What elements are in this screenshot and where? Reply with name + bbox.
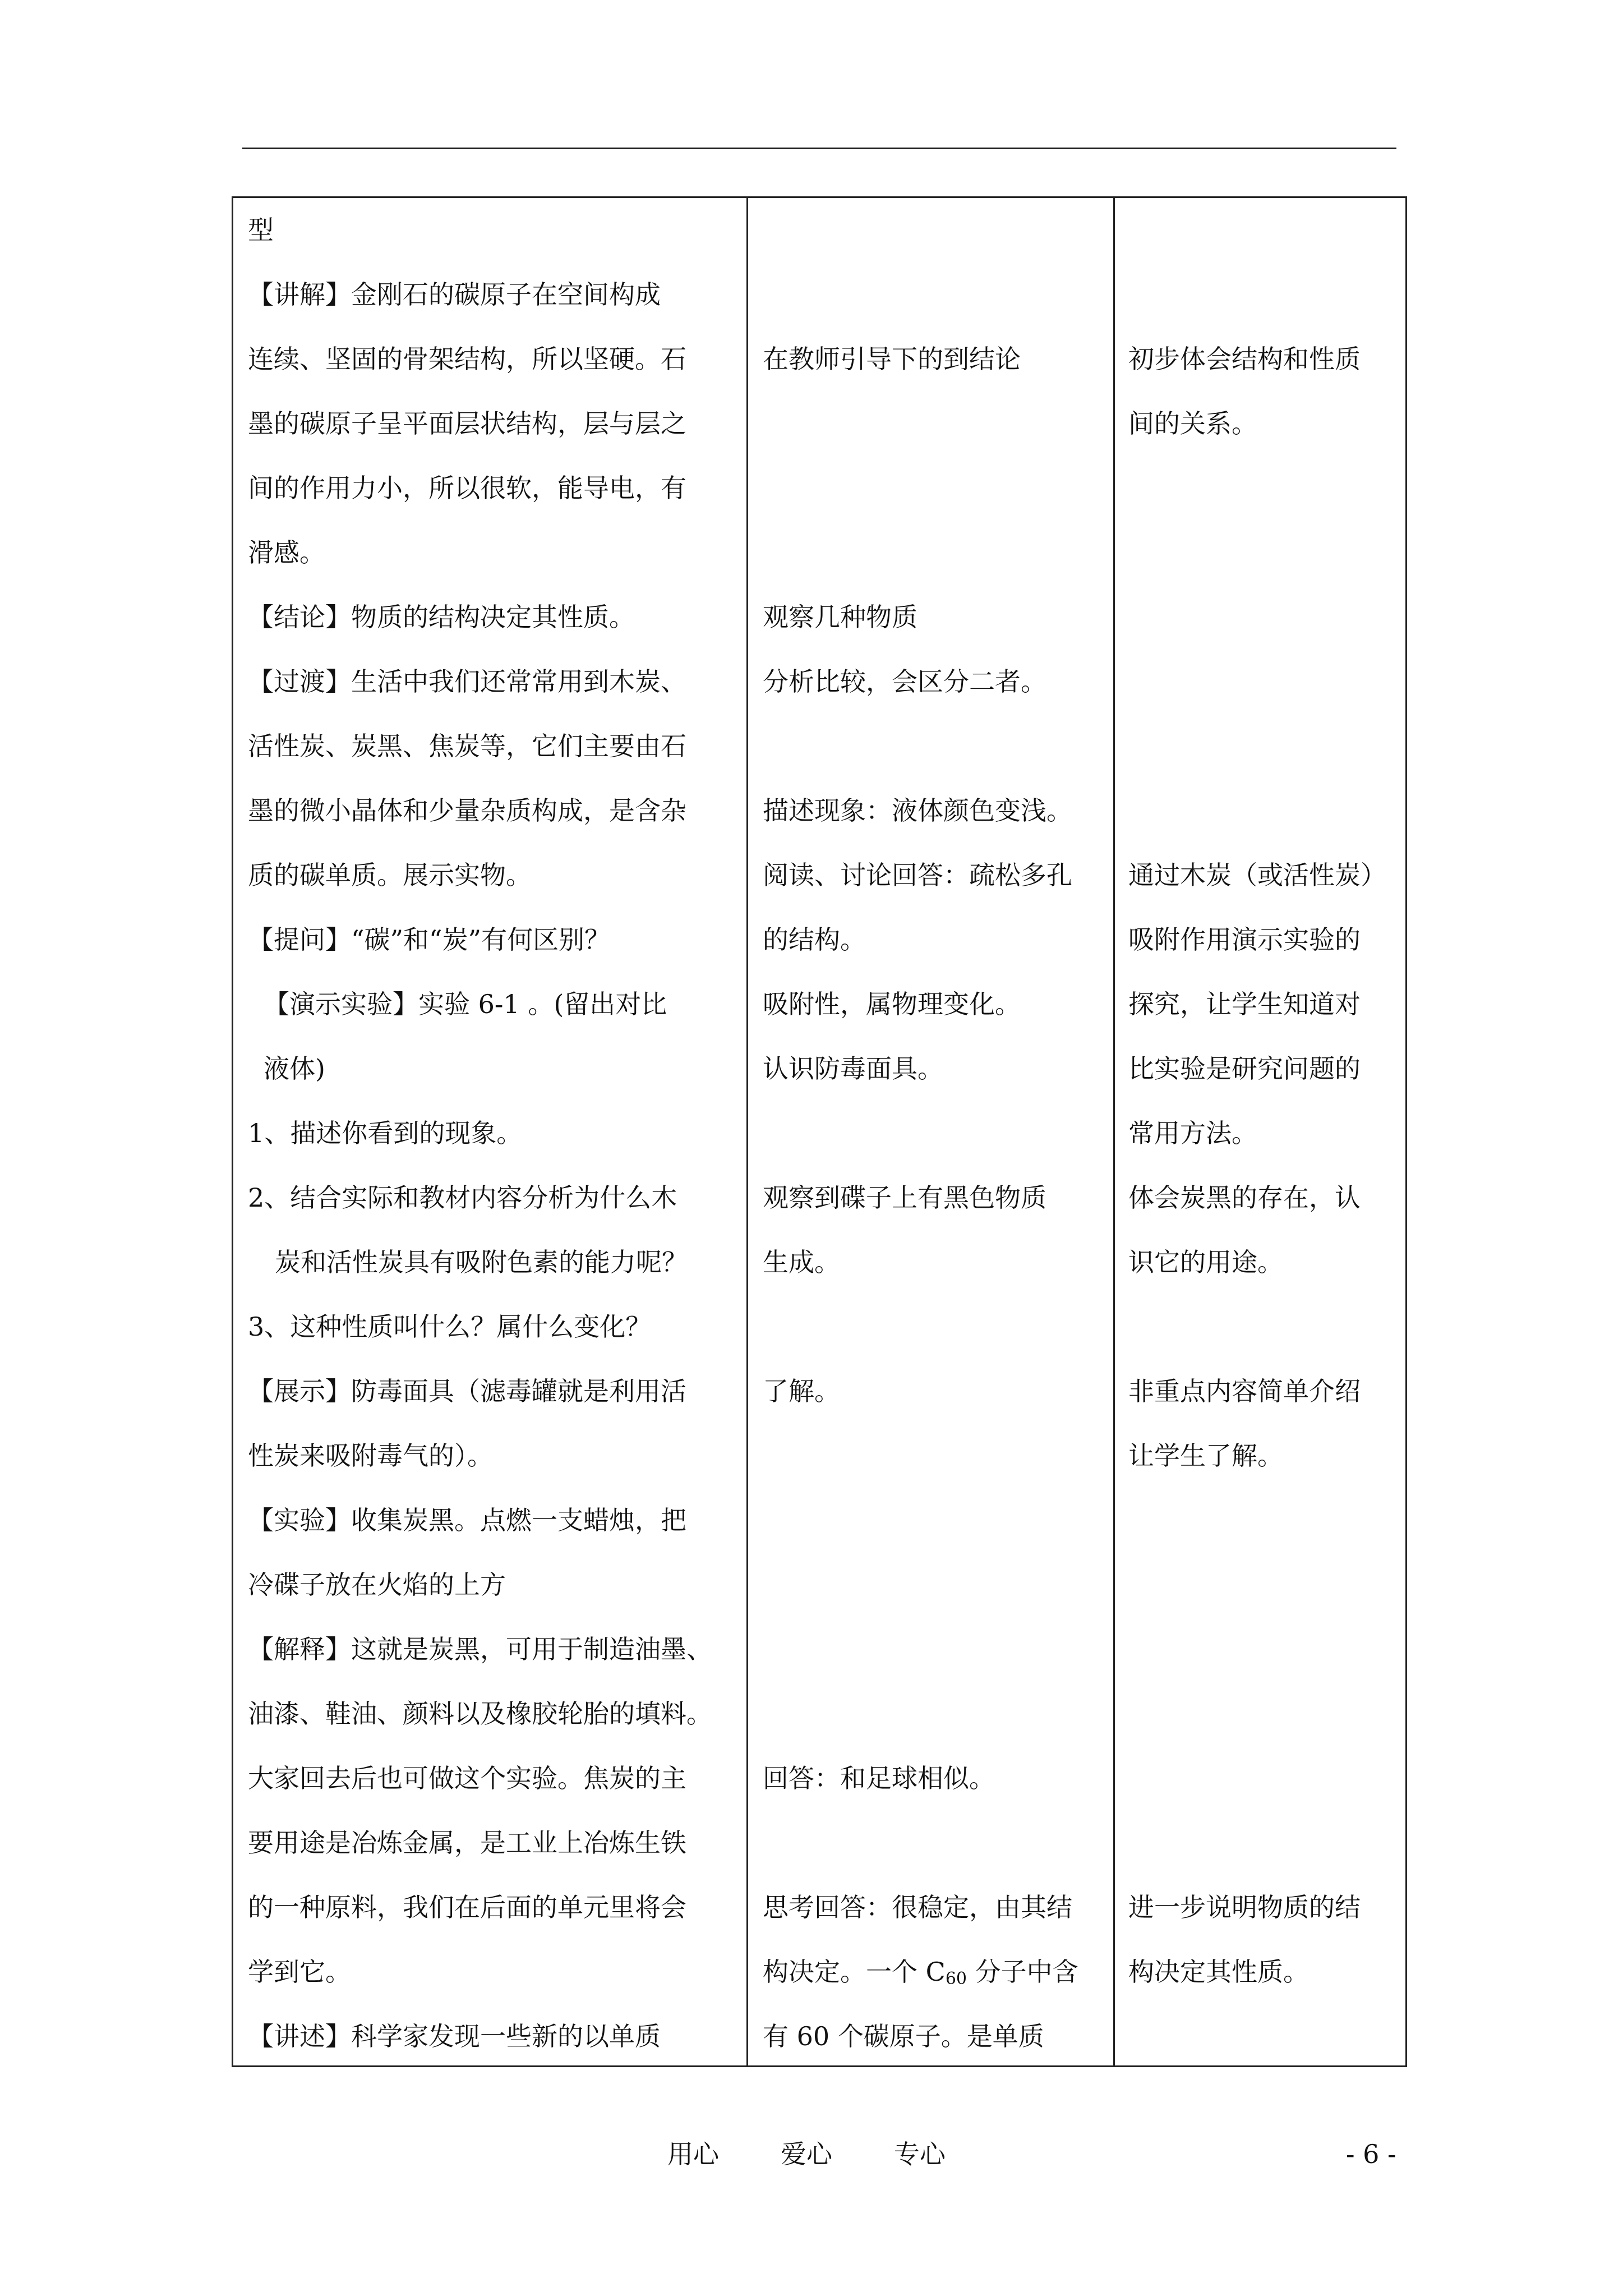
footer-motto-word: 专心: [894, 2139, 946, 2169]
column-divider: [746, 198, 748, 2065]
student-text-line: 在教师引导下的到结论: [763, 344, 1021, 374]
teacher-text-line: 大家回去后也可做这个实验。焦炭的主: [248, 1763, 686, 1793]
intent-text-line: 识它的用途。: [1128, 1247, 1283, 1277]
teacher-text-line: 学到它。: [248, 1957, 351, 1987]
student-text-line: 构决定。一个 $C_{60}$ 分子中含: [763, 1957, 1078, 1989]
student-text-line: 观察几种物质: [763, 602, 917, 632]
student-text-line: 回答：和足球相似。: [763, 1763, 995, 1793]
student-text-line: 认识防毒面具。: [763, 1053, 943, 1084]
teacher-text-line: 墨的碳原子呈平面层状结构，层与层之: [248, 408, 686, 439]
teacher-text-line: 要用途是冶炼金属，是工业上冶炼生铁: [248, 1828, 686, 1858]
teacher-text-line: 质的碳单质。展示实物。: [248, 860, 532, 890]
teacher-text-line: 滑感。: [248, 537, 325, 568]
teacher-text-line: 连续、坚固的骨架结构，所以坚硬。石: [248, 344, 686, 374]
teacher-text-line: 冷碟子放在火焰的上方: [248, 1570, 506, 1600]
footer-motto: [667, 2137, 946, 2171]
intent-text-line: 常用方法。: [1128, 1118, 1257, 1148]
teacher-text-line: 2、结合实际和教材内容分析为什么木: [248, 1182, 677, 1213]
subscript-60: 60: [945, 1969, 967, 1989]
intent-text-line: 构决定其性质。: [1128, 1957, 1309, 1987]
teacher-text-line: 活性炭、炭黑、焦炭等，它们主要由石: [248, 731, 686, 761]
intent-text-line: 非重点内容简单介绍: [1128, 1376, 1361, 1406]
teacher-text-line: 性炭来吸附毒气的）。: [248, 1441, 493, 1471]
intent-text-line: 比实验是研究问题的: [1128, 1053, 1361, 1084]
teacher-text-line: 【讲解】金刚石的碳原子在空间构成: [248, 279, 661, 310]
intent-text-line: 体会炭黑的存在，认: [1128, 1182, 1361, 1213]
teacher-text-line: 间的作用力小，所以很软，能导电，有: [248, 473, 686, 503]
teacher-text-line: 型: [248, 215, 274, 245]
teacher-text-line: 【实验】收集炭黑。点燃一支蜡烛，把: [248, 1505, 686, 1535]
teacher-text-line: 【解释】这就是炭黑，可用于制造油墨、: [248, 1634, 712, 1664]
intent-text-line: 进一步说明物质的结: [1128, 1892, 1361, 1922]
student-text-line: 阅读、讨论回答：疏松多孔: [763, 860, 1072, 890]
teacher-text-line: 炭和活性炭具有吸附色素的能力呢？: [275, 1247, 688, 1277]
intent-text-line: 间的关系。: [1128, 408, 1257, 439]
intent-text-line: 初步体会结构和性质: [1128, 344, 1361, 374]
student-text-line: 描述现象：液体颜色变浅。: [763, 795, 1072, 826]
student-text-line: 了解。: [763, 1376, 840, 1406]
teacher-text-line: 【展示】防毒面具（滤毒罐就是利用活: [248, 1376, 686, 1406]
student-text-line: 的结构。: [763, 924, 866, 955]
teacher-text-line: 油漆、鞋油、颜料以及橡胶轮胎的填料。: [248, 1699, 712, 1729]
column-divider: [1113, 198, 1115, 2065]
teacher-text-line: 【结论】物质的结构决定其性质。: [248, 602, 635, 632]
teacher-text-line: 【讲述】科学家发现一些新的以单质: [248, 2021, 661, 2051]
teacher-text-line: 【演示实验】实验 6-1 。(留出对比: [264, 989, 667, 1019]
student-text-line: 分析比较，会区分二者。: [763, 666, 1046, 697]
teacher-text-line: 【提问】“碳”和“炭”有何区别？: [248, 924, 611, 955]
teacher-text-line: 3、这种性质叫什么？属什么变化？: [248, 1312, 652, 1342]
student-text-line: 有 60 个碳原子。是单质: [763, 2021, 1044, 2051]
teacher-text-line: 的一种原料，我们在后面的单元里将会: [248, 1892, 686, 1922]
student-text-line: 思考回答：很稳定，由其结: [763, 1892, 1072, 1922]
teacher-text-line: 【过渡】生活中我们还常常用到木炭、: [248, 666, 686, 697]
footer-motto-word: 用心: [667, 2139, 719, 2169]
teacher-text-line: 1、描述你看到的现象。: [248, 1118, 523, 1148]
page-number: - 6 -: [1346, 2139, 1396, 2169]
teacher-text-line: 液体): [264, 1053, 325, 1084]
student-text-line: 吸附性，属物理变化。: [763, 989, 1021, 1019]
footer-motto-word: 爱心: [781, 2139, 832, 2169]
intent-text-line: 通过木炭（或活性炭）: [1128, 860, 1386, 890]
teacher-text-line: 墨的微小晶体和少量杂质构成，是含杂: [248, 795, 686, 826]
student-text-line: 观察到碟子上有黑色物质: [763, 1182, 1046, 1213]
header-rule: [242, 148, 1396, 149]
intent-text-line: 吸附作用演示实验的: [1128, 924, 1361, 955]
student-text-line: 生成。: [763, 1247, 840, 1277]
intent-text-line: 探究，让学生知道对: [1128, 989, 1361, 1019]
intent-text-line: 让学生了解。: [1128, 1441, 1283, 1471]
